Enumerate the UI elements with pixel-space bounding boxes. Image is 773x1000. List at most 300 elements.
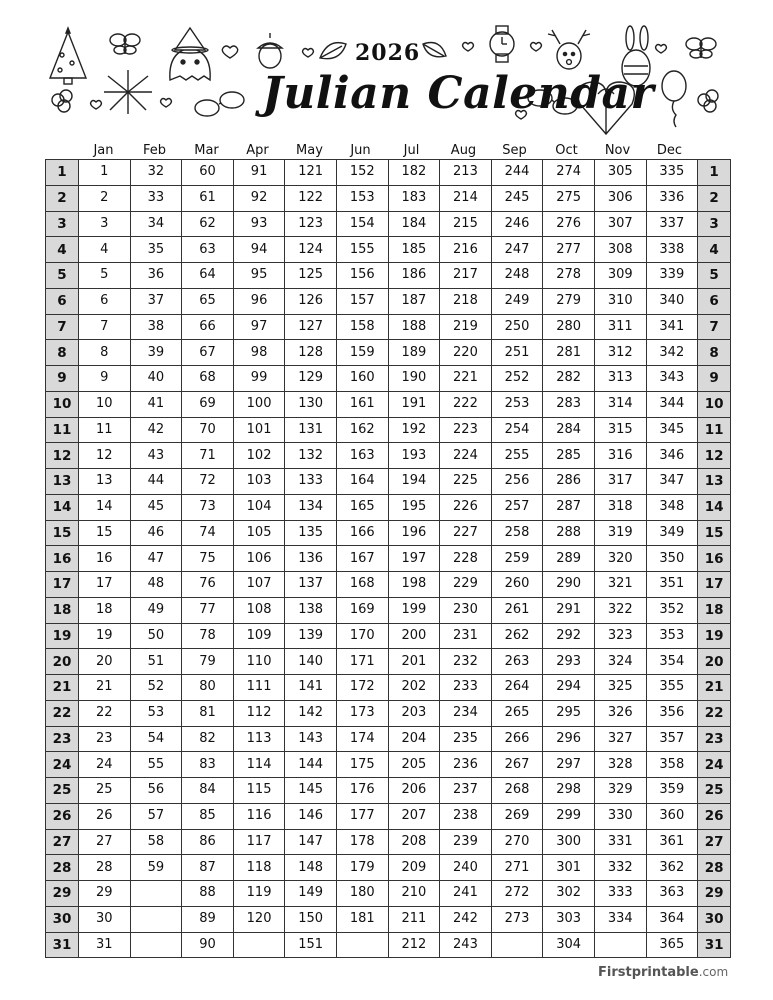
- julian-day-cell: 129: [285, 366, 337, 392]
- julian-day-cell: [130, 906, 182, 932]
- julian-day-cell: 220: [440, 340, 492, 366]
- julian-day-cell: 267: [491, 752, 543, 778]
- julian-day-cell: 166: [336, 520, 388, 546]
- julian-day-cell: 106: [233, 546, 285, 572]
- julian-day-cell: 323: [594, 623, 646, 649]
- julian-day-cell: 37: [130, 288, 182, 314]
- month-header: Apr: [246, 143, 269, 158]
- julian-day-cell: 149: [285, 881, 337, 907]
- table-row: [46, 572, 731, 598]
- day-label-left: 31: [46, 932, 79, 958]
- julian-day-cell: 306: [594, 185, 646, 211]
- table-row: [46, 366, 731, 392]
- julian-day-cell: 91: [233, 160, 285, 186]
- julian-day-cell: 157: [336, 288, 388, 314]
- julian-day-cell: 130: [285, 391, 337, 417]
- julian-day-cell: 327: [594, 726, 646, 752]
- julian-day-cell: 315: [594, 417, 646, 443]
- julian-day-cell: 136: [285, 546, 337, 572]
- julian-day-cell: 246: [491, 211, 543, 237]
- julian-day-cell: 73: [182, 494, 234, 520]
- julian-day-cell: 48: [130, 572, 182, 598]
- julian-day-cell: 363: [646, 881, 698, 907]
- julian-day-cell: 15: [79, 520, 131, 546]
- day-label-right: 20: [698, 649, 731, 675]
- day-label-right: 8: [698, 340, 731, 366]
- brand-name: Firstprintable: [598, 965, 699, 980]
- day-label-right: 6: [698, 288, 731, 314]
- julian-day-cell: 356: [646, 700, 698, 726]
- watch-icon: [490, 26, 514, 62]
- day-label-left: 29: [46, 881, 79, 907]
- julian-day-cell: 186: [388, 263, 440, 289]
- julian-day-cell: 151: [285, 932, 337, 958]
- julian-day-cell: 365: [646, 932, 698, 958]
- julian-day-cell: 193: [388, 443, 440, 469]
- julian-day-cell: 338: [646, 237, 698, 263]
- julian-day-cell: 255: [491, 443, 543, 469]
- julian-day-cell: 221: [440, 366, 492, 392]
- day-label-left: 26: [46, 803, 79, 829]
- table-row: [46, 803, 731, 829]
- julian-day-cell: [233, 932, 285, 958]
- julian-day-cell: 290: [543, 572, 595, 598]
- julian-day-cell: 326: [594, 700, 646, 726]
- julian-day-cell: 288: [543, 520, 595, 546]
- julian-day-cell: 103: [233, 469, 285, 495]
- julian-day-cell: [491, 932, 543, 958]
- julian-day-cell: 284: [543, 417, 595, 443]
- julian-day-cell: 160: [336, 366, 388, 392]
- julian-day-cell: 131: [285, 417, 337, 443]
- christmas-tree-icon: [50, 28, 86, 84]
- day-label-right: 7: [698, 314, 731, 340]
- julian-day-cell: 254: [491, 417, 543, 443]
- julian-day-cell: 342: [646, 340, 698, 366]
- julian-day-cell: 119: [233, 881, 285, 907]
- julian-day-cell: 1: [79, 160, 131, 186]
- julian-day-cell: 101: [233, 417, 285, 443]
- table-row: [46, 469, 731, 495]
- julian-day-cell: 25: [79, 778, 131, 804]
- julian-day-cell: 294: [543, 675, 595, 701]
- month-header: Aug: [450, 143, 477, 158]
- julian-day-cell: 199: [388, 597, 440, 623]
- julian-day-cell: 84: [182, 778, 234, 804]
- julian-day-cell: 317: [594, 469, 646, 495]
- julian-day-cell: 336: [646, 185, 698, 211]
- day-label-right: 3: [698, 211, 731, 237]
- julian-day-cell: 24: [79, 752, 131, 778]
- julian-day-cell: [594, 932, 646, 958]
- table-row: [46, 263, 731, 289]
- julian-day-cell: 310: [594, 288, 646, 314]
- julian-day-cell: 285: [543, 443, 595, 469]
- page-title: Julian Calendar: [262, 68, 655, 119]
- acorn-icon: [258, 33, 282, 68]
- day-label-right: 24: [698, 752, 731, 778]
- julian-day-cell: 135: [285, 520, 337, 546]
- julian-day-cell: 34: [130, 211, 182, 237]
- month-header: Nov: [604, 143, 631, 158]
- julian-day-cell: 301: [543, 855, 595, 881]
- julian-day-cell: 158: [336, 314, 388, 340]
- julian-day-cell: 299: [543, 803, 595, 829]
- julian-day-cell: 208: [388, 829, 440, 855]
- julian-day-cell: 197: [388, 546, 440, 572]
- day-label-left: 9: [46, 366, 79, 392]
- julian-day-cell: 232: [440, 649, 492, 675]
- day-label-left: 14: [46, 494, 79, 520]
- julian-day-cell: 7: [79, 314, 131, 340]
- julian-day-cell: 265: [491, 700, 543, 726]
- julian-day-cell: 62: [182, 211, 234, 237]
- day-label-left: 8: [46, 340, 79, 366]
- julian-day-cell: 146: [285, 803, 337, 829]
- julian-day-cell: 143: [285, 726, 337, 752]
- julian-day-cell: 252: [491, 366, 543, 392]
- julian-day-cell: 314: [594, 391, 646, 417]
- julian-day-cell: 352: [646, 597, 698, 623]
- julian-day-cell: 190: [388, 366, 440, 392]
- day-label-right: 10: [698, 391, 731, 417]
- julian-day-cell: 108: [233, 597, 285, 623]
- day-label-left: 2: [46, 185, 79, 211]
- julian-day-cell: 351: [646, 572, 698, 598]
- julian-day-cell: 321: [594, 572, 646, 598]
- julian-day-cell: 61: [182, 185, 234, 211]
- julian-day-cell: 189: [388, 340, 440, 366]
- julian-day-cell: 110: [233, 649, 285, 675]
- julian-day-cell: 107: [233, 572, 285, 598]
- julian-day-cell: 22: [79, 700, 131, 726]
- julian-day-cell: 16: [79, 546, 131, 572]
- julian-day-cell: 13: [79, 469, 131, 495]
- julian-day-cell: [336, 932, 388, 958]
- julian-day-cell: 81: [182, 700, 234, 726]
- julian-day-cell: 204: [388, 726, 440, 752]
- julian-day-cell: 361: [646, 829, 698, 855]
- julian-day-cell: 26: [79, 803, 131, 829]
- julian-day-cell: 222: [440, 391, 492, 417]
- butterfly-icon: [686, 38, 716, 58]
- julian-day-cell: 325: [594, 675, 646, 701]
- julian-day-cell: 47: [130, 546, 182, 572]
- julian-day-cell: 282: [543, 366, 595, 392]
- julian-day-cell: 50: [130, 623, 182, 649]
- julian-day-cell: 173: [336, 700, 388, 726]
- julian-day-cell: 89: [182, 906, 234, 932]
- julian-day-cell: 225: [440, 469, 492, 495]
- julian-day-cell: 167: [336, 546, 388, 572]
- julian-day-cell: 303: [543, 906, 595, 932]
- julian-day-cell: 111: [233, 675, 285, 701]
- julian-day-cell: 174: [336, 726, 388, 752]
- butterfly-icon: [110, 34, 140, 54]
- day-label-left: 16: [46, 546, 79, 572]
- julian-day-cell: 198: [388, 572, 440, 598]
- julian-day-cell: 77: [182, 597, 234, 623]
- julian-day-cell: 289: [543, 546, 595, 572]
- julian-day-cell: 99: [233, 366, 285, 392]
- julian-day-cell: 83: [182, 752, 234, 778]
- julian-day-cell: 337: [646, 211, 698, 237]
- julian-day-cell: 324: [594, 649, 646, 675]
- julian-day-cell: 104: [233, 494, 285, 520]
- julian-day-cell: 280: [543, 314, 595, 340]
- julian-day-cell: 144: [285, 752, 337, 778]
- julian-day-cell: 272: [491, 881, 543, 907]
- day-label-right: 25: [698, 778, 731, 804]
- julian-day-cell: 4: [79, 237, 131, 263]
- day-label-left: 10: [46, 391, 79, 417]
- table-row: [46, 906, 731, 932]
- julian-day-cell: 242: [440, 906, 492, 932]
- julian-day-cell: 218: [440, 288, 492, 314]
- julian-day-cell: 340: [646, 288, 698, 314]
- julian-day-cell: 237: [440, 778, 492, 804]
- julian-day-cell: 118: [233, 855, 285, 881]
- day-label-left: 22: [46, 700, 79, 726]
- day-label-right: 15: [698, 520, 731, 546]
- day-label-right: 18: [698, 597, 731, 623]
- julian-day-cell: 147: [285, 829, 337, 855]
- julian-day-cell: 277: [543, 237, 595, 263]
- julian-day-cell: 195: [388, 494, 440, 520]
- julian-day-cell: 212: [388, 932, 440, 958]
- julian-day-cell: 114: [233, 752, 285, 778]
- julian-day-cell: 154: [336, 211, 388, 237]
- julian-day-cell: 102: [233, 443, 285, 469]
- julian-day-cell: 210: [388, 881, 440, 907]
- julian-day-cell: 349: [646, 520, 698, 546]
- table-row: [46, 932, 731, 958]
- julian-day-cell: 28: [79, 855, 131, 881]
- month-header: Dec: [656, 143, 683, 158]
- julian-day-cell: 249: [491, 288, 543, 314]
- julian-day-cell: 302: [543, 881, 595, 907]
- julian-day-cell: 259: [491, 546, 543, 572]
- julian-day-cell: 213: [440, 160, 492, 186]
- julian-day-cell: 29: [79, 881, 131, 907]
- table-row: [46, 391, 731, 417]
- julian-day-cell: 10: [79, 391, 131, 417]
- month-header: Sep: [502, 143, 527, 158]
- julian-day-cell: 142: [285, 700, 337, 726]
- julian-day-cell: 80: [182, 675, 234, 701]
- julian-day-cell: 316: [594, 443, 646, 469]
- table-row: [46, 778, 731, 804]
- julian-day-cell: 3: [79, 211, 131, 237]
- day-label-right: 14: [698, 494, 731, 520]
- julian-day-cell: 293: [543, 649, 595, 675]
- julian-day-cell: 112: [233, 700, 285, 726]
- julian-day-cell: 52: [130, 675, 182, 701]
- julian-day-cell: 214: [440, 185, 492, 211]
- julian-day-cell: 27: [79, 829, 131, 855]
- julian-day-cell: 219: [440, 314, 492, 340]
- julian-day-cell: 185: [388, 237, 440, 263]
- julian-day-cell: 178: [336, 829, 388, 855]
- day-label-right: 9: [698, 366, 731, 392]
- month-header: May: [296, 143, 323, 158]
- julian-day-cell: 322: [594, 597, 646, 623]
- julian-day-cell: 229: [440, 572, 492, 598]
- julian-day-cell: 245: [491, 185, 543, 211]
- julian-table: [45, 159, 731, 958]
- julian-day-cell: 53: [130, 700, 182, 726]
- julian-day-cell: 42: [130, 417, 182, 443]
- julian-day-cell: 51: [130, 649, 182, 675]
- julian-day-cell: 182: [388, 160, 440, 186]
- julian-day-cell: 341: [646, 314, 698, 340]
- julian-day-cell: 273: [491, 906, 543, 932]
- julian-day-cell: 70: [182, 417, 234, 443]
- table-row: [46, 417, 731, 443]
- julian-day-cell: 241: [440, 881, 492, 907]
- julian-day-cell: 88: [182, 881, 234, 907]
- julian-day-cell: 207: [388, 803, 440, 829]
- julian-day-cell: 78: [182, 623, 234, 649]
- table-row: [46, 649, 731, 675]
- julian-day-cell: 30: [79, 906, 131, 932]
- julian-day-cell: 54: [130, 726, 182, 752]
- table-row: [46, 700, 731, 726]
- julian-day-cell: 320: [594, 546, 646, 572]
- julian-day-cell: 152: [336, 160, 388, 186]
- julian-day-cell: 331: [594, 829, 646, 855]
- julian-day-cell: 297: [543, 752, 595, 778]
- julian-day-cell: 260: [491, 572, 543, 598]
- julian-day-cell: 330: [594, 803, 646, 829]
- julian-day-cell: 133: [285, 469, 337, 495]
- julian-day-cell: 250: [491, 314, 543, 340]
- julian-day-cell: 309: [594, 263, 646, 289]
- julian-day-cell: 276: [543, 211, 595, 237]
- reindeer-icon: [548, 30, 590, 69]
- day-label-left: 18: [46, 597, 79, 623]
- julian-day-cell: 100: [233, 391, 285, 417]
- julian-day-cell: 311: [594, 314, 646, 340]
- table-row: [46, 752, 731, 778]
- julian-day-cell: 161: [336, 391, 388, 417]
- julian-day-cell: 234: [440, 700, 492, 726]
- balloon-icon: [662, 71, 686, 127]
- day-label-right: 28: [698, 855, 731, 881]
- ghost-icon: [170, 28, 210, 80]
- julian-day-cell: 55: [130, 752, 182, 778]
- julian-day-cell: 256: [491, 469, 543, 495]
- julian-day-cell: 344: [646, 391, 698, 417]
- julian-day-cell: 94: [233, 237, 285, 263]
- julian-day-cell: 159: [336, 340, 388, 366]
- julian-day-cell: 116: [233, 803, 285, 829]
- julian-day-cell: 268: [491, 778, 543, 804]
- julian-day-cell: 162: [336, 417, 388, 443]
- julian-day-cell: 206: [388, 778, 440, 804]
- julian-day-cell: 113: [233, 726, 285, 752]
- julian-day-cell: 109: [233, 623, 285, 649]
- julian-day-cell: 41: [130, 391, 182, 417]
- julian-day-cell: 76: [182, 572, 234, 598]
- julian-day-cell: 2: [79, 185, 131, 211]
- table-row: [46, 443, 731, 469]
- julian-day-cell: 124: [285, 237, 337, 263]
- day-label-left: 17: [46, 572, 79, 598]
- table-row: [46, 160, 731, 186]
- julian-day-cell: 58: [130, 829, 182, 855]
- header-decoration: [0, 0, 773, 140]
- julian-day-cell: 12: [79, 443, 131, 469]
- table-row: [46, 881, 731, 907]
- julian-day-cell: 194: [388, 469, 440, 495]
- julian-day-cell: 139: [285, 623, 337, 649]
- julian-day-cell: 353: [646, 623, 698, 649]
- julian-day-cell: 153: [336, 185, 388, 211]
- julian-day-cell: 8: [79, 340, 131, 366]
- julian-day-cell: 115: [233, 778, 285, 804]
- julian-day-cell: 262: [491, 623, 543, 649]
- julian-day-cell: 343: [646, 366, 698, 392]
- day-label-right: 17: [698, 572, 731, 598]
- day-label-right: 29: [698, 881, 731, 907]
- calendar-year: 2026: [355, 40, 421, 66]
- julian-day-cell: 23: [79, 726, 131, 752]
- julian-day-cell: 14: [79, 494, 131, 520]
- julian-day-cell: 75: [182, 546, 234, 572]
- julian-day-cell: 275: [543, 185, 595, 211]
- julian-day-cell: 97: [233, 314, 285, 340]
- julian-day-cell: 125: [285, 263, 337, 289]
- table-row: [46, 597, 731, 623]
- julian-day-cell: 32: [130, 160, 182, 186]
- julian-day-cell: 175: [336, 752, 388, 778]
- julian-day-cell: 253: [491, 391, 543, 417]
- month-header: Jun: [350, 143, 371, 158]
- julian-day-cell: 261: [491, 597, 543, 623]
- julian-day-cell: 172: [336, 675, 388, 701]
- table-row: [46, 314, 731, 340]
- julian-day-cell: 191: [388, 391, 440, 417]
- month-header: Jul: [403, 143, 420, 158]
- julian-day-cell: 357: [646, 726, 698, 752]
- julian-day-cell: 20: [79, 649, 131, 675]
- julian-day-cell: 64: [182, 263, 234, 289]
- julian-day-cell: 339: [646, 263, 698, 289]
- julian-day-cell: 38: [130, 314, 182, 340]
- month-header: Feb: [142, 143, 167, 158]
- julian-day-cell: 87: [182, 855, 234, 881]
- julian-day-cell: 95: [233, 263, 285, 289]
- julian-day-cell: 141: [285, 675, 337, 701]
- julian-day-cell: 300: [543, 829, 595, 855]
- julian-day-cell: 251: [491, 340, 543, 366]
- julian-day-cell: 105: [233, 520, 285, 546]
- day-label-right: 21: [698, 675, 731, 701]
- julian-day-cell: 358: [646, 752, 698, 778]
- julian-day-cell: 65: [182, 288, 234, 314]
- day-label-right: 30: [698, 906, 731, 932]
- julian-day-cell: 247: [491, 237, 543, 263]
- julian-day-cell: 274: [543, 160, 595, 186]
- julian-day-cell: 283: [543, 391, 595, 417]
- julian-day-cell: 270: [491, 829, 543, 855]
- julian-day-cell: 281: [543, 340, 595, 366]
- day-label-left: 6: [46, 288, 79, 314]
- julian-day-cell: 134: [285, 494, 337, 520]
- day-label-left: 19: [46, 623, 79, 649]
- julian-day-cell: 96: [233, 288, 285, 314]
